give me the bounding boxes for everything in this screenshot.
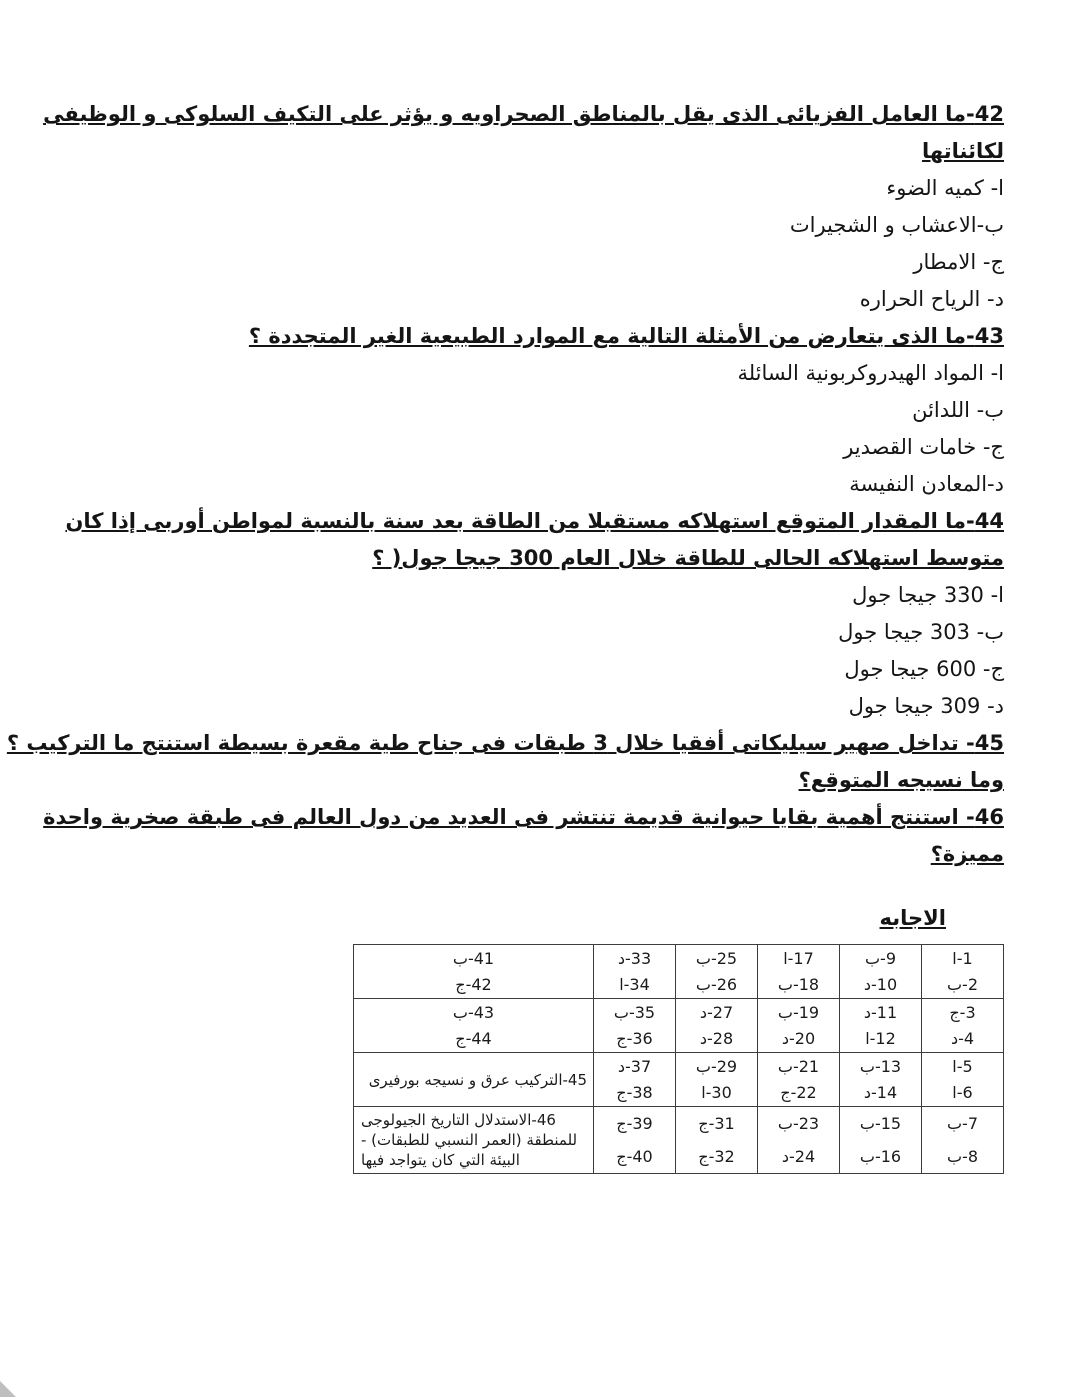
- answer-cell: 8-ب: [922, 1140, 1004, 1174]
- answer-cell-46: 46-الاستدلال التاريخ الجيولوجى للمنطقة (العمر النسبي للطبقات) - البيئة التي كان يتواجد فيها: [354, 1107, 594, 1174]
- answer-cell: 17-ا: [758, 945, 840, 972]
- answer-cell: 1-ا: [922, 945, 1004, 972]
- answer-cell: 21-ب: [758, 1053, 840, 1080]
- answer-cell: 43-ب: [354, 999, 594, 1026]
- answer-cell: 18-ب: [758, 972, 840, 999]
- answer-cell: 38-ج: [594, 1080, 676, 1107]
- answer-cell: 30-ا: [676, 1080, 758, 1107]
- question-42-line-1: 42-ما العامل الفزيائى الذى يقل بالمناطق الصحراويه و يؤثر على التكيف السلوكى و الوظيفى: [43, 102, 1004, 126]
- question-45-line-2: وما نسيجه المتوقع؟: [798, 768, 1004, 792]
- answer-cell: 14-د: [840, 1080, 922, 1107]
- answer-cell: 41-ب: [354, 945, 594, 972]
- answer-cell: 11-د: [840, 999, 922, 1026]
- question-44-option-a: ا- 330 جيجا جول: [852, 583, 1004, 607]
- answers-heading: الاجابه: [879, 906, 946, 930]
- question-43-option-b: ب- اللدائن: [912, 398, 1004, 422]
- answer-table-row: [354, 972, 1004, 999]
- scan-artifact: [0, 1381, 16, 1397]
- answer-table: [353, 944, 1004, 1174]
- answer-cell: 24-د: [758, 1140, 840, 1174]
- answer-cell: 44-ج: [354, 1026, 594, 1053]
- answer-cell: 3-ج: [922, 999, 1004, 1026]
- question-43-line-1: 43-ما الذى يتعارض من الأمثلة التالية مع الموارد الطبيعية الغير المتجددة ؟: [248, 324, 1004, 348]
- question-46-line-1: 46- استنتج أهمية بقايا حيوانية قديمة تنتشر فى العديد من دول العالم فى طبقة صخرية واحدة: [43, 805, 1004, 829]
- answer-cell: 36-ج: [594, 1026, 676, 1053]
- answer-cell: 5-ا: [922, 1053, 1004, 1080]
- answer-cell: 37-د: [594, 1053, 676, 1080]
- question-44-option-b: ب- 303 جيجا جول: [838, 620, 1004, 644]
- answer-cell: 25-ب: [676, 945, 758, 972]
- question-43-option-a: ا- المواد الهيدروكربونية السائلة: [737, 361, 1004, 385]
- question-44-line-2: متوسط استهلاكه الحالى للطاقة خلال العام 300 جيجا جول( ؟: [372, 546, 1004, 570]
- answer-cell: 40-ج: [594, 1140, 676, 1174]
- answer-cell: 42-ج: [354, 972, 594, 999]
- answer-cell: 28-د: [676, 1026, 758, 1053]
- question-42: [43, 96, 1004, 318]
- answer-cell: 35-ب: [594, 999, 676, 1026]
- answer-cell: 2-ب: [922, 972, 1004, 999]
- answer-cell: 20-د: [758, 1026, 840, 1053]
- answer-cell: 26-ب: [676, 972, 758, 999]
- answer-cell: 39-ج: [594, 1107, 676, 1141]
- question-42-option-d: د- الرياح الحراره: [859, 287, 1004, 311]
- answer-cell: 9-ب: [840, 945, 922, 972]
- question-44-line-1: 44-ما المقدار المتوقع استهلاكه مستقبلا من الطاقة بعد سنة بالنسبة لمواطن أوربى إذا كان: [65, 509, 1004, 533]
- answer-cell: 12-ا: [840, 1026, 922, 1053]
- question-45: [6, 725, 1004, 799]
- answer-cell: 27-د: [676, 999, 758, 1026]
- answer-table-row: [354, 1053, 1004, 1080]
- answer-cell: 19-ب: [758, 999, 840, 1026]
- answer-cell: 6-ا: [922, 1080, 1004, 1107]
- question-43: [60, 318, 1004, 503]
- answer-cell: 15-ب: [840, 1107, 922, 1141]
- question-44: [60, 503, 1004, 725]
- question-44-option-d: د- 309 جيجا جول: [848, 694, 1004, 718]
- question-45-line-1: 45- تداخل صهير سيليكاتى أفقيا خلال 3 طبقات فى جناح طية مقعرة بسيطة استنتج ما التركيب ؟: [6, 731, 1004, 755]
- answer-cell: 34-ا: [594, 972, 676, 999]
- question-42-option-b: ب-الاعشاب و الشجيرات: [789, 213, 1004, 237]
- answer-cell: 22-ج: [758, 1080, 840, 1107]
- question-42-option-a: ا- كميه الضوء: [886, 176, 1004, 200]
- answer-cell-45: 45-التركيب عرق و نسيجه بورفيرى: [354, 1053, 594, 1107]
- answer-cell: 33-د: [594, 945, 676, 972]
- answer-cell: 13-ب: [840, 1053, 922, 1080]
- answer-table-row: [354, 1026, 1004, 1053]
- answer-cell: 16-ب: [840, 1140, 922, 1174]
- question-46: [43, 799, 1004, 873]
- answer-cell: 7-ب: [922, 1107, 1004, 1141]
- question-42-line-2: لكائناتها: [922, 139, 1004, 163]
- answer-cell: 29-ب: [676, 1053, 758, 1080]
- answer-cell: 31-ج: [676, 1107, 758, 1141]
- answers-section: [60, 906, 1004, 930]
- question-44-option-c: ج- 600 جيجا جول: [844, 657, 1004, 681]
- answer-cell: 23-ب: [758, 1107, 840, 1141]
- answer-cell: 32-ج: [676, 1140, 758, 1174]
- answer-table-row: [354, 999, 1004, 1026]
- question-46-line-2: مميزة؟: [930, 842, 1004, 866]
- question-43-option-d: د-المعادن النفيسة: [849, 472, 1004, 496]
- question-43-option-c: ج- خامات القصدير: [843, 435, 1004, 459]
- answer-table-row: [354, 945, 1004, 972]
- answer-cell: 4-د: [922, 1026, 1004, 1053]
- answer-cell: 10-د: [840, 972, 922, 999]
- question-42-option-c: ج- الامطار: [913, 250, 1004, 274]
- answer-table-row: [354, 1107, 1004, 1141]
